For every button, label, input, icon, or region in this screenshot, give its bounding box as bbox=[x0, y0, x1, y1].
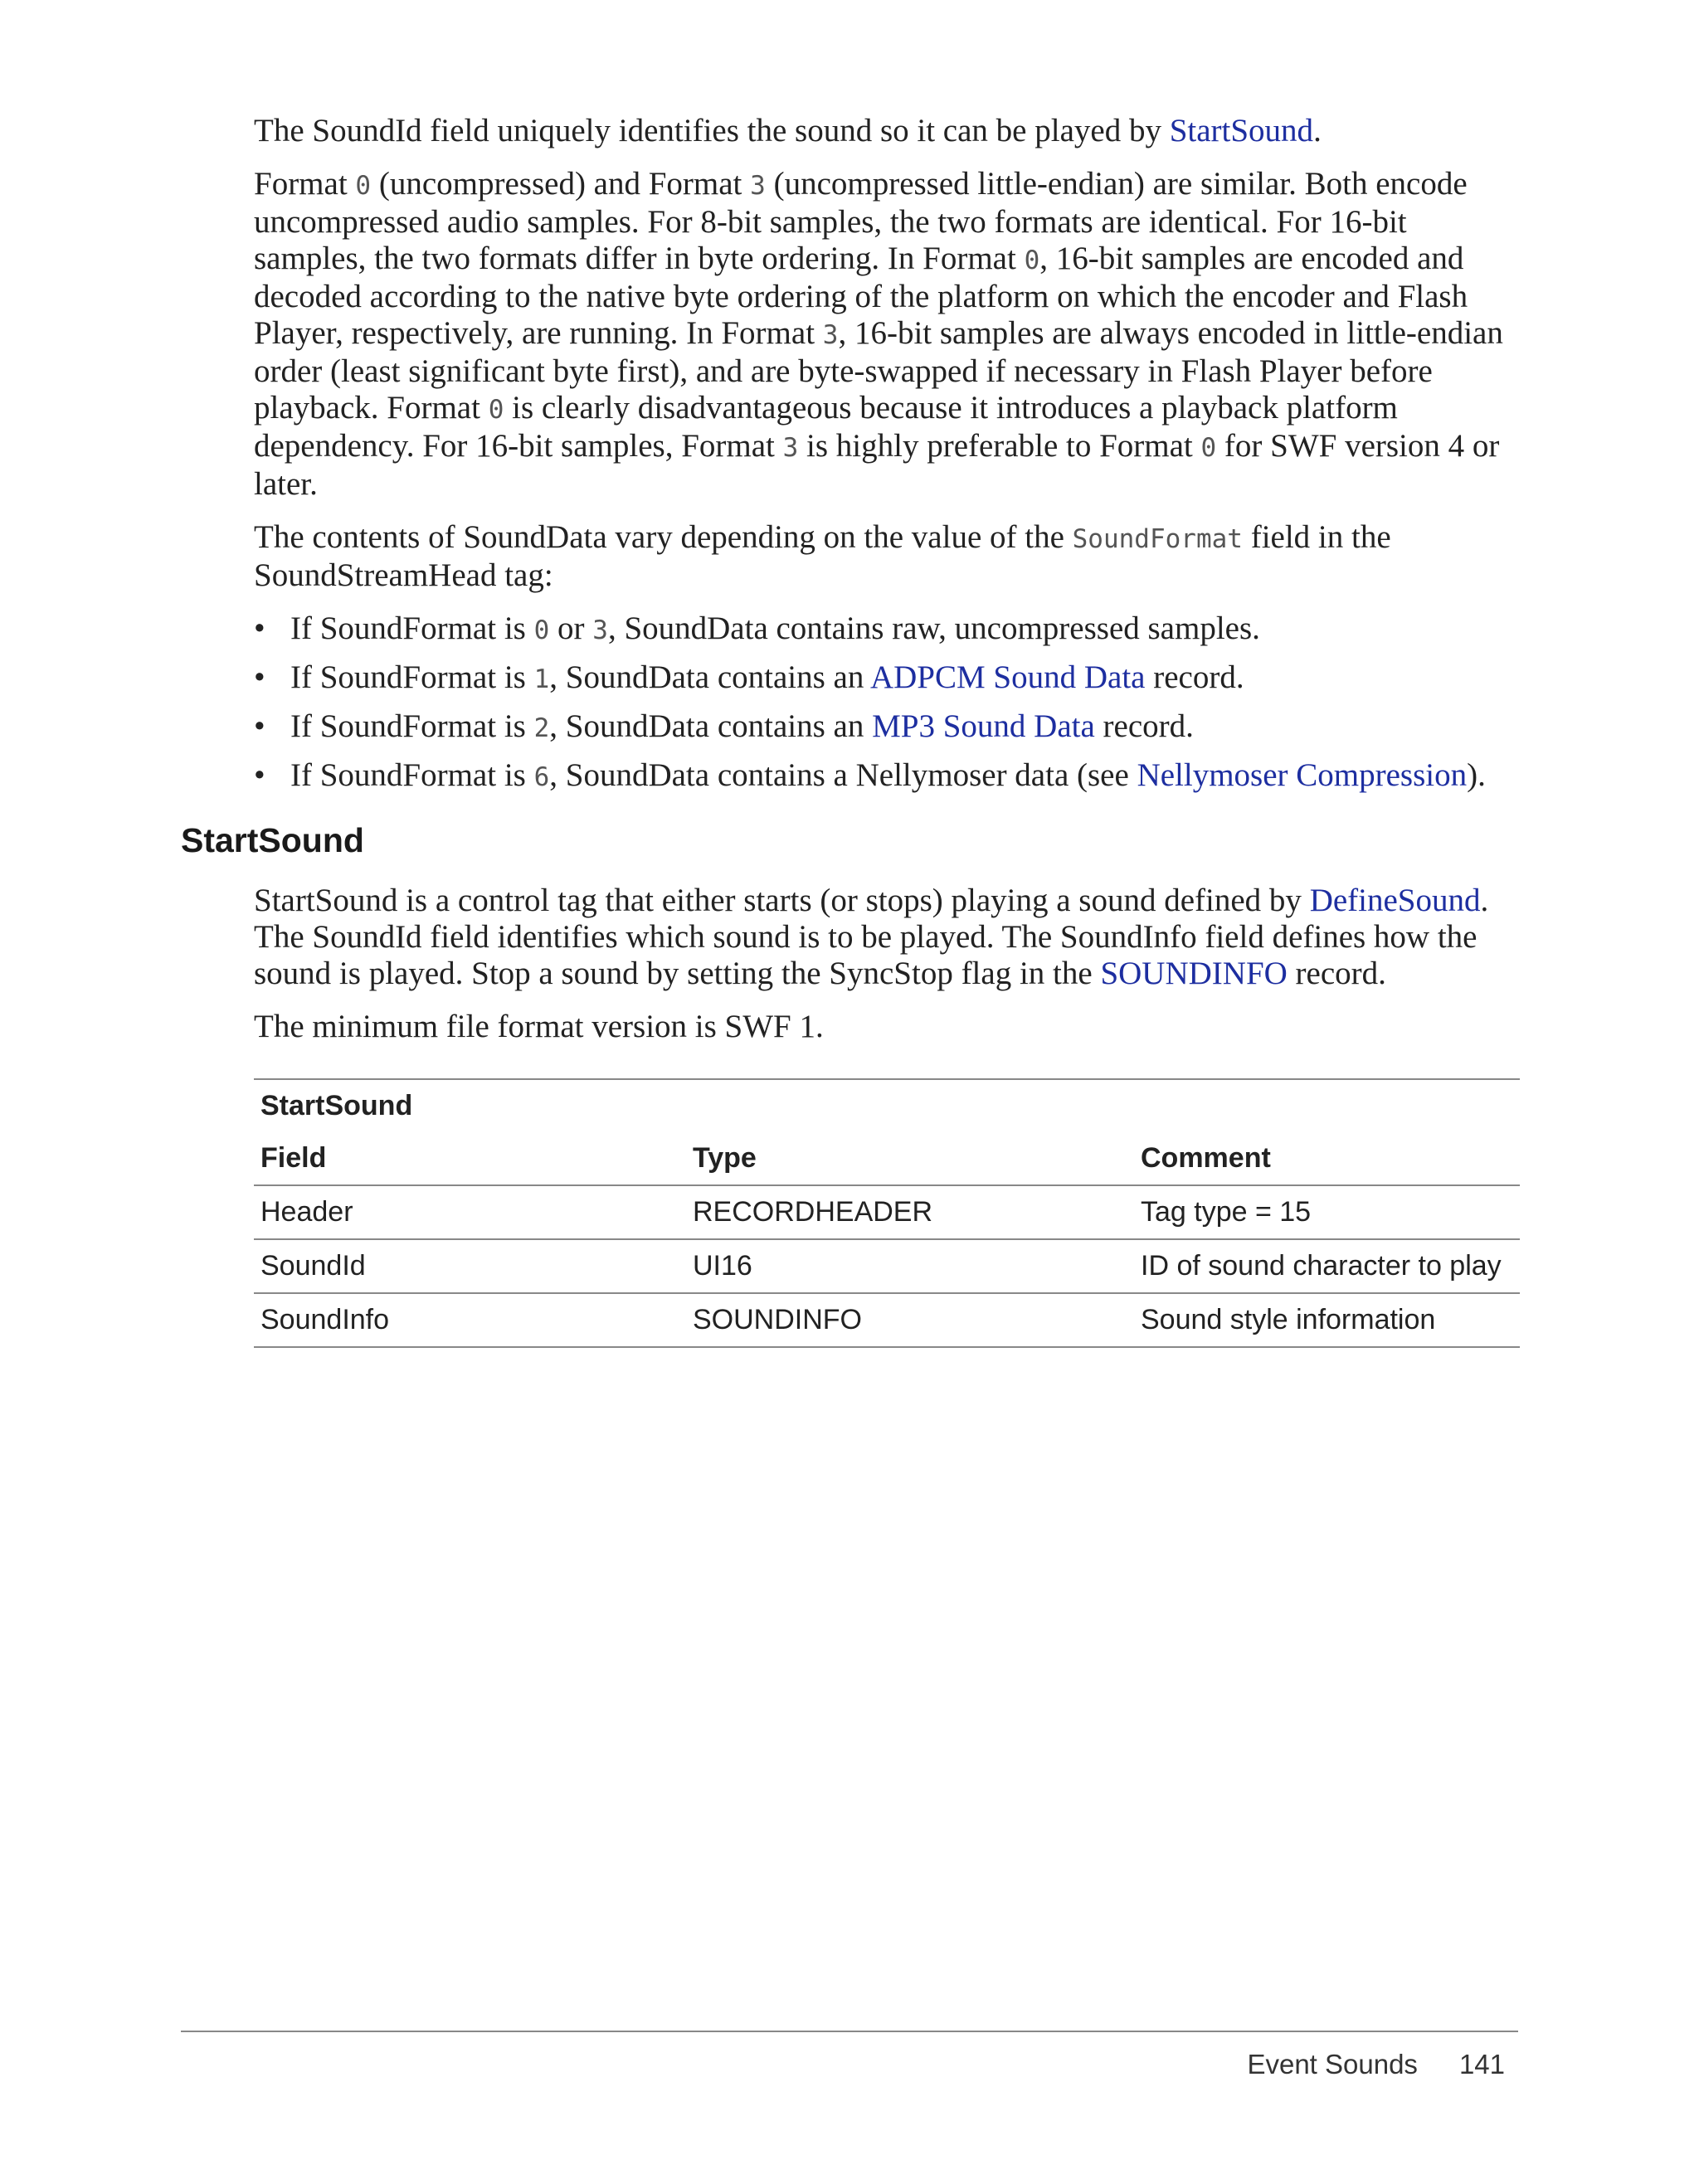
text-span: If SoundFormat is bbox=[290, 757, 534, 793]
text-span: is clearly disadvantageous because it introduces a playback platform dependency. For 16-bit samples, Format bbox=[254, 390, 1398, 464]
table-cell: Tag type = 15 bbox=[1134, 1185, 1520, 1239]
list-item bbox=[254, 610, 1515, 649]
list-item bbox=[254, 757, 1515, 795]
text-span: , 16-bit samples are always encoded in little-endian order (least significant byte first), and are byte-swapped if necessary in Flash Player before playback. Format bbox=[254, 315, 1503, 426]
text-span: The SoundId field uniquely identifies the sound so it can be played by bbox=[254, 113, 1170, 148]
code-span: 1 bbox=[533, 664, 550, 694]
bullet-icon: • bbox=[254, 757, 265, 793]
table-title: StartSound bbox=[260, 1090, 413, 1121]
text-span: , SoundData contains an bbox=[549, 708, 873, 744]
text-span: field in the SoundStreamHead tag: bbox=[254, 519, 1391, 593]
list-item bbox=[254, 659, 1515, 698]
bullet-icon: • bbox=[254, 610, 265, 646]
intro-paragraph-2 bbox=[254, 166, 1515, 503]
code-span: 0 bbox=[1200, 433, 1217, 463]
column-header-comment: Comment bbox=[1134, 1132, 1520, 1185]
page-footer bbox=[1247, 2049, 1505, 2080]
code-span: 3 bbox=[592, 615, 608, 645]
text-span: for SWF version 4 or later. bbox=[254, 428, 1500, 502]
text-span: record. bbox=[1145, 659, 1244, 695]
table-cell: SoundInfo bbox=[254, 1293, 686, 1347]
text-span: record. bbox=[1094, 708, 1194, 744]
code-span: 3 bbox=[750, 171, 766, 201]
text-span: ). bbox=[1467, 757, 1486, 793]
text-span: or bbox=[549, 610, 593, 646]
column-header-type: Type bbox=[686, 1132, 1134, 1185]
table-cell: Header bbox=[254, 1185, 686, 1239]
code-span: 6 bbox=[533, 762, 550, 792]
nellymoser-compression-link[interactable]: Nellymoser Compression bbox=[1137, 757, 1468, 793]
list-item bbox=[254, 708, 1515, 747]
text-span: , SoundData contains a Nellymoser data (see bbox=[549, 757, 1137, 793]
text-span: Format bbox=[254, 166, 356, 202]
startsound-table-container bbox=[254, 1078, 1520, 1348]
code-span: 2 bbox=[533, 713, 550, 743]
adpcm-sound-data-link[interactable]: ADPCM Sound Data bbox=[869, 659, 1146, 695]
soundinfo-link[interactable]: SOUNDINFO bbox=[1100, 956, 1288, 991]
text-span: . The SoundId field identifies which sound is to be played. The SoundInfo field defines how the sound is played. Stop a sound by setting the SyncStop flag in the bbox=[254, 883, 1489, 991]
table-row bbox=[254, 1185, 1520, 1239]
startsound-link[interactable]: StartSound bbox=[1169, 113, 1314, 148]
intro-paragraph-3 bbox=[254, 519, 1515, 594]
footer-section-name: Event Sounds bbox=[1247, 2049, 1418, 2079]
intro-text-block bbox=[254, 113, 1515, 806]
text-span: record. bbox=[1287, 956, 1386, 991]
table-cell: UI16 bbox=[686, 1239, 1134, 1293]
startsound-table bbox=[254, 1078, 1520, 1348]
section-heading: StartSound bbox=[181, 821, 364, 859]
text-span: If SoundFormat is bbox=[290, 708, 534, 744]
table-row bbox=[254, 1293, 1520, 1347]
code-span: 0 bbox=[355, 171, 372, 201]
soundformat-bullet-list bbox=[254, 610, 1515, 795]
text-span: StartSound is a control tag that either starts (or stops) playing a sound defined by bbox=[254, 883, 1310, 918]
text-span: is highly preferable to Format bbox=[798, 428, 1201, 464]
table-cell: SoundId bbox=[254, 1239, 686, 1293]
code-span: 0 bbox=[533, 615, 550, 645]
code-span: 3 bbox=[822, 320, 839, 350]
table-cell: RECORDHEADER bbox=[686, 1185, 1134, 1239]
table-cell: SOUNDINFO bbox=[686, 1293, 1134, 1347]
code-span: 0 bbox=[488, 395, 504, 425]
text-span: If SoundFormat is bbox=[290, 659, 534, 695]
table-row bbox=[254, 1239, 1520, 1293]
text-span: (uncompressed) and Format bbox=[371, 166, 751, 202]
section-text-block bbox=[254, 883, 1515, 1062]
code-span: 0 bbox=[1024, 246, 1040, 275]
bullet-icon: • bbox=[254, 659, 265, 695]
section-paragraph-2: The minimum file format version is SWF 1. bbox=[254, 1009, 824, 1044]
table-header-row bbox=[254, 1132, 1520, 1185]
code-span: 3 bbox=[782, 433, 799, 463]
column-header-field: Field bbox=[254, 1132, 686, 1185]
text-span: (uncompressed little-endian) are similar. Both encode uncompressed audio samples. For 8-bit samples, the two formats are identical. For 16-bit samples, the two formats differ in byte ordering. In Format bbox=[254, 166, 1468, 276]
definesound-link[interactable]: DefineSound bbox=[1309, 883, 1481, 918]
page-number: 141 bbox=[1458, 2049, 1505, 2079]
text-span: . bbox=[1313, 113, 1322, 148]
table-title-row bbox=[254, 1079, 1520, 1132]
text-span: The contents of SoundData vary depending on the value of the bbox=[254, 519, 1073, 555]
text-span: , SoundData contains an bbox=[549, 659, 870, 695]
text-span: If SoundFormat is bbox=[290, 610, 534, 646]
code-span: SoundFormat bbox=[1072, 524, 1243, 554]
table-cell: Sound style information bbox=[1134, 1293, 1520, 1347]
text-span: , SoundData contains raw, uncompressed samples. bbox=[607, 610, 1260, 646]
section-paragraph-1 bbox=[254, 883, 1515, 992]
mp3-sound-data-link[interactable]: MP3 Sound Data bbox=[872, 708, 1095, 744]
footer-divider bbox=[181, 2031, 1518, 2032]
text-span: , 16-bit samples are encoded and decoded according to the native byte ordering of the platform on which the encoder and Flash Player, respectively, are running. In Format bbox=[254, 241, 1468, 351]
bullet-icon: • bbox=[254, 708, 265, 744]
intro-paragraph-1 bbox=[254, 113, 1515, 149]
table-cell: ID of sound character to play bbox=[1134, 1239, 1520, 1293]
